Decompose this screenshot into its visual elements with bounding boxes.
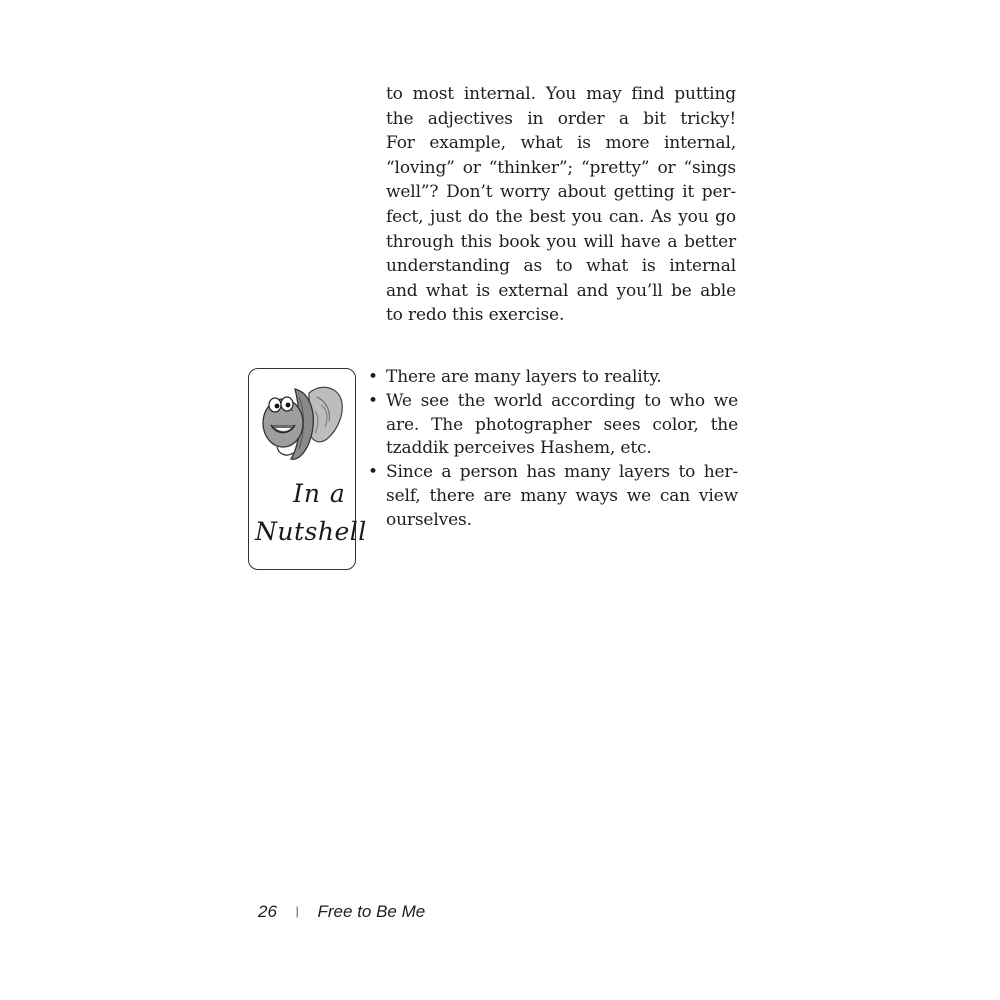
page-number: 26 [258, 902, 277, 921]
paragraph-line: For example, what is more internal, [386, 133, 736, 154]
summary-bullet-list [366, 366, 738, 533]
bullet-icon: • [368, 367, 378, 387]
paragraph-line: to most internal. You may find putting [386, 84, 736, 104]
paragraph-line: fect, just do the best you can. As you go [386, 206, 736, 227]
bullet-line: self, there are many ways we can view [386, 485, 738, 506]
bullet-item [366, 461, 738, 532]
walnut-character-icon [255, 375, 351, 471]
in-a-nutshell-box [248, 368, 367, 570]
bullet-line: Since a person has many layers to her- [386, 462, 738, 483]
running-title: Free to Be Me [317, 902, 426, 921]
bullet-icon: • [368, 390, 378, 411]
bullet-line: We see the world according to who we [386, 390, 738, 411]
bullet-icon: • [368, 462, 378, 483]
bullet-line: tzaddik perceives Hashem, etc. [386, 438, 652, 459]
bullet-item [366, 390, 738, 461]
paragraph-line: to redo this exercise. [386, 305, 565, 326]
footer-separator: | [295, 904, 299, 918]
bullet-line: are. The photographer sees color, the [386, 414, 738, 435]
bullet-line: There are many layers to reality. [386, 367, 662, 387]
paragraph-line: well”? Don’t worry about getting it per- [386, 182, 736, 203]
paragraph-line: the adjectives in order a bit tricky! [386, 108, 736, 129]
bullet-line: ourselves. [386, 509, 472, 530]
paragraph-line: understanding as to what is internal [386, 256, 736, 277]
bullet-item [366, 366, 738, 390]
body-paragraph [386, 82, 736, 328]
nutshell-title-line-2: Nutshell [255, 517, 367, 546]
paragraph-line: “loving” or “thinker”; “pretty” or “sings [386, 157, 736, 178]
paragraph-line: through this book you will have a better [386, 231, 736, 252]
paragraph-line: and what is external and you’ll be able [386, 280, 736, 301]
page-footer [258, 902, 425, 922]
nutshell-title-line-1: In a [293, 479, 346, 508]
